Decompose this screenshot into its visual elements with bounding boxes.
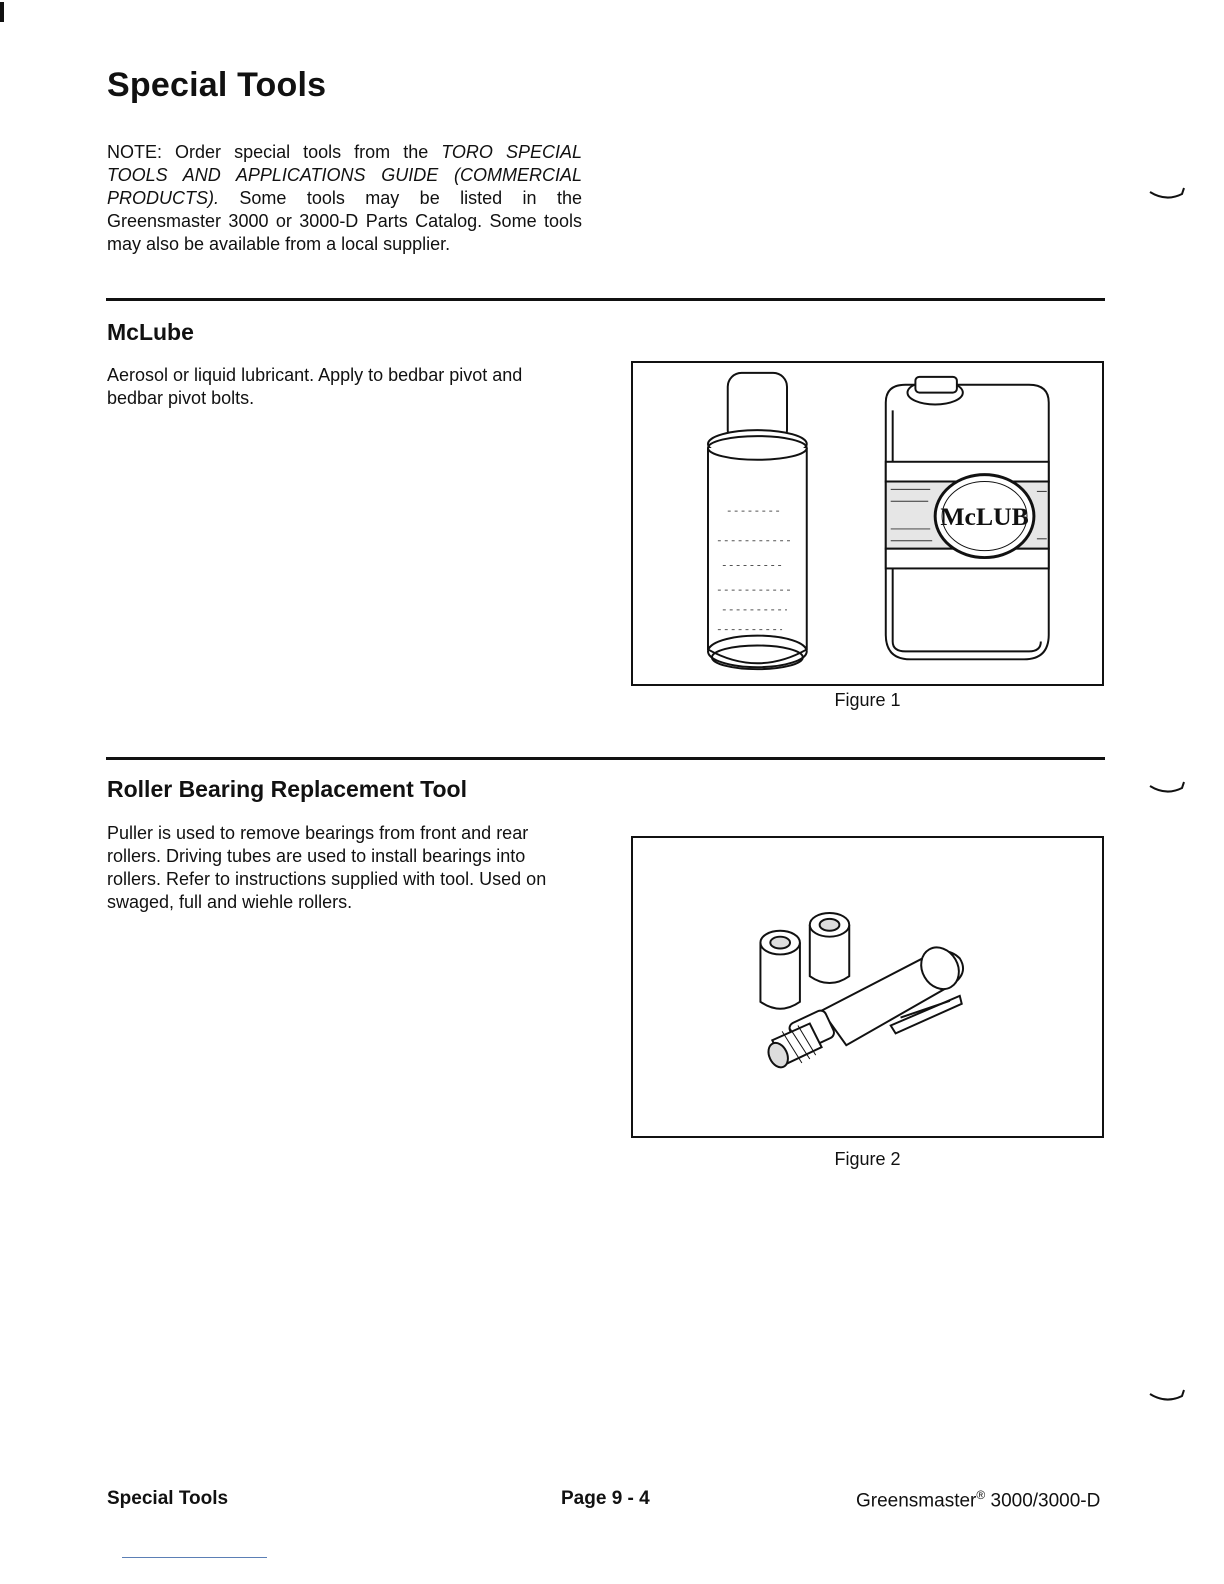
footer-product-name xyxy=(856,1488,1100,1512)
guide-title: TORO SPECIAL TOOLS AND APPLICATIONS GUIDE (COMMERCIAL PRODUCTS). xyxy=(107,142,582,208)
section-divider xyxy=(106,757,1105,760)
margin-mark xyxy=(1148,184,1188,204)
liquid-can-icon xyxy=(886,377,1049,659)
section-title-roller-bearing-tool: Roller Bearing Replacement Tool xyxy=(107,776,467,802)
figure-2-bearing-puller-illustration xyxy=(631,836,1104,1138)
aerosol-can-icon xyxy=(708,373,807,669)
section-title-mclube: McLube xyxy=(107,319,194,345)
figure-2-caption: Figure 2 xyxy=(834,1149,901,1169)
note-paragraph xyxy=(107,141,582,256)
footer-brand: Greensmaster xyxy=(856,1490,977,1512)
roller-bearing-description: Puller is used to remove bearings from front and rear rollers. Driving tubes are used to install bearings into rollers. Refer to instructions supplied with tool. Used on swaged, full and wiehle rollers. xyxy=(107,823,547,912)
page-title: Special Tools xyxy=(107,66,327,104)
can-logo-text: McLUB xyxy=(940,501,1029,531)
figure-1-caption: Figure 1 xyxy=(834,690,901,710)
mclube-description: Aerosol or liquid lubricant. Apply to bedbar pivot and bedbar pivot bolts. xyxy=(107,365,523,408)
footer-section-name: Special Tools xyxy=(107,1488,229,1509)
section-divider xyxy=(106,298,1105,301)
scan-underline xyxy=(122,1557,267,1558)
note-suffix: Some tools may be listed in the Greensmaster 3000 or 3000-D Parts Catalog. Some tools may also be available from a local supplier. xyxy=(107,188,582,254)
scan-mark xyxy=(0,2,4,22)
footer-model: 3000/3000-D xyxy=(985,1490,1101,1512)
margin-mark xyxy=(1148,1386,1188,1406)
footer-page-number: Page 9 - 4 xyxy=(561,1488,650,1509)
driving-tube-icon xyxy=(810,913,849,983)
driving-tube-icon xyxy=(760,931,799,1009)
figure-1-lubricant-illustration xyxy=(631,361,1104,686)
registered-mark: ® xyxy=(976,1488,986,1502)
margin-mark xyxy=(1148,778,1188,798)
note-prefix: NOTE: Order special tools from the xyxy=(107,142,442,162)
